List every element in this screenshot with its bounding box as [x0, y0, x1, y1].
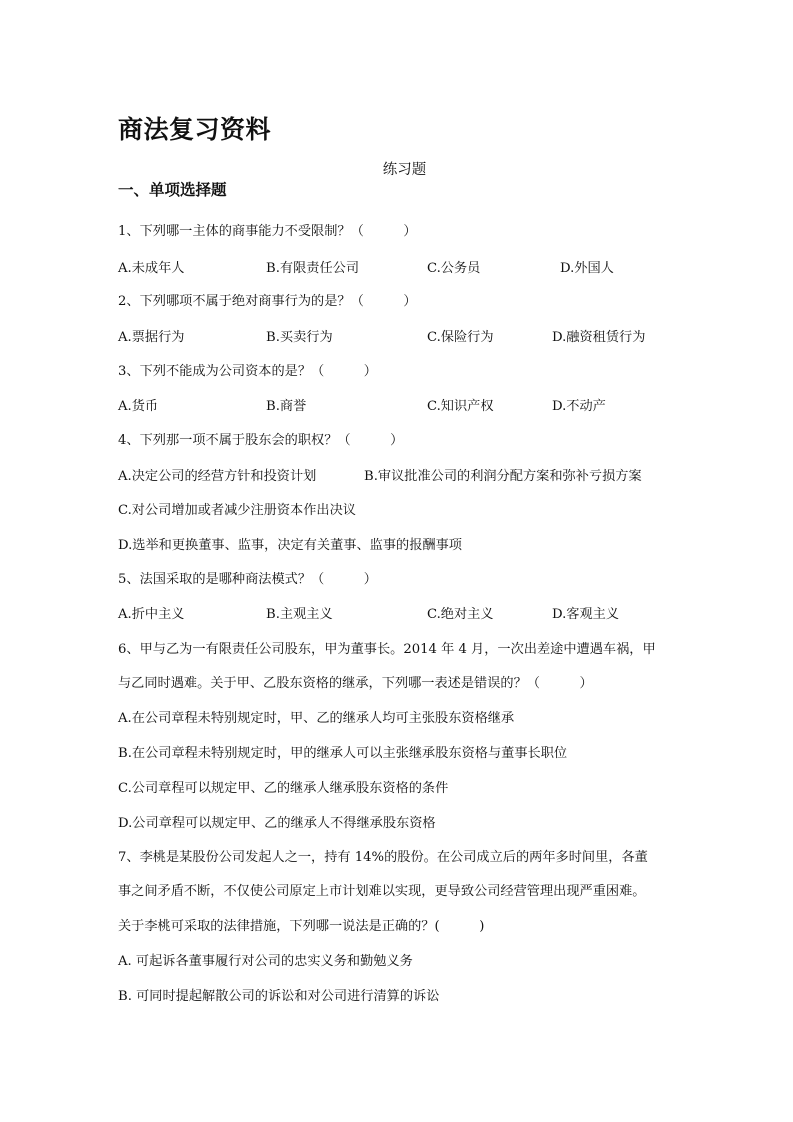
question-7-stem-line-1: 7、李桃是某股份公司发起人之一，持有 14%的股份。在公司成立后的两年多时间里，各董: [118, 850, 648, 865]
question-2-option-d: D.融资租赁行为: [552, 330, 646, 345]
question-1-option-d: D.外国人: [560, 261, 614, 276]
question-5-option-b: B.主观主义: [266, 607, 333, 622]
question-4-option-a: A.决定公司的经营方针和投资计划: [118, 469, 317, 484]
question-4-option-c: C.对公司增加或者减少注册资本作出决议: [118, 503, 356, 518]
question-3-option-a: A.货币: [118, 399, 159, 414]
question-5-stem: 5、法国采取的是哪种商法模式？（ ）: [118, 572, 377, 587]
question-6-stem-line-2: 与乙同时遇难。关于甲、乙股东资格的继承，下列哪一表述是错误的？（ ）: [118, 676, 593, 691]
question-1-option-a: A.未成年人: [118, 261, 185, 276]
question-2-stem: 2、下列哪项不属于绝对商事行为的是？（ ）: [118, 294, 417, 309]
question-4-stem: 4、下列那一项不属于股东会的职权？（ ）: [118, 433, 404, 448]
question-5-option-c: C.绝对主义: [427, 607, 494, 622]
question-1-option-b: B.有限责任公司: [266, 261, 360, 276]
question-7-option-a: A. 可起诉各董事履行对公司的忠实义务和勤勉义务: [118, 954, 413, 969]
question-6-option-b: B.在公司章程未特别规定时，甲的继承人可以主张继承股东资格与董事长职位: [118, 746, 568, 761]
question-7-option-b: B. 可同时提起解散公司的诉讼和对公司进行清算的诉讼: [118, 989, 440, 1004]
document-subtitle: 练习题: [382, 162, 427, 178]
question-3-option-d: D.不动产: [552, 399, 606, 414]
question-2-option-b: B.买卖行为: [266, 330, 333, 345]
question-7-stem-line-2: 事之间矛盾不断，不仅使公司原定上市计划难以实现，更导致公司经营管理出现严重困难。: [118, 884, 646, 899]
question-6-option-c: C.公司章程可以规定甲、乙的继承人继承股东资格的条件: [118, 781, 449, 796]
question-6-stem-line-1: 6、甲与乙为一有限责任公司股东，甲为董事长。2014 年 4 月，一次出差途中遭遇车祸，甲: [118, 642, 656, 657]
question-6-option-a: A.在公司章程未特别规定时，甲、乙的继承人均可主张股东资格继承: [118, 711, 515, 726]
question-6-option-d: D.公司章程可以规定甲、乙的继承人不得继承股东资格: [118, 816, 436, 831]
question-1-option-c: C.公务员: [427, 261, 481, 276]
question-4-option-d: D.选举和更换董事、监事，决定有关董事、监事的报酬事项: [118, 538, 462, 553]
question-1-stem: 1、下列哪一主体的商事能力不受限制？（ ）: [118, 224, 417, 239]
question-3-option-b: B.商誉: [266, 399, 307, 414]
question-3-stem: 3、下列不能成为公司资本的是？（ ）: [118, 364, 377, 379]
question-7-stem-line-3: 关于李桃可采取的法律措施，下列哪一说法是正确的？( ): [118, 919, 485, 934]
question-5-option-d: D.客观主义: [552, 607, 620, 622]
question-2-option-c: C.保险行为: [427, 330, 494, 345]
document-title: 商法复习资料: [118, 115, 272, 144]
section-heading: 一、单项选择题: [118, 181, 227, 199]
question-2-option-a: A.票据行为: [118, 330, 185, 345]
question-5-option-a: A.折中主义: [118, 607, 185, 622]
question-3-option-c: C.知识产权: [427, 399, 494, 414]
question-4-option-b: B.审议批准公司的利润分配方案和弥补亏损方案: [364, 469, 642, 484]
